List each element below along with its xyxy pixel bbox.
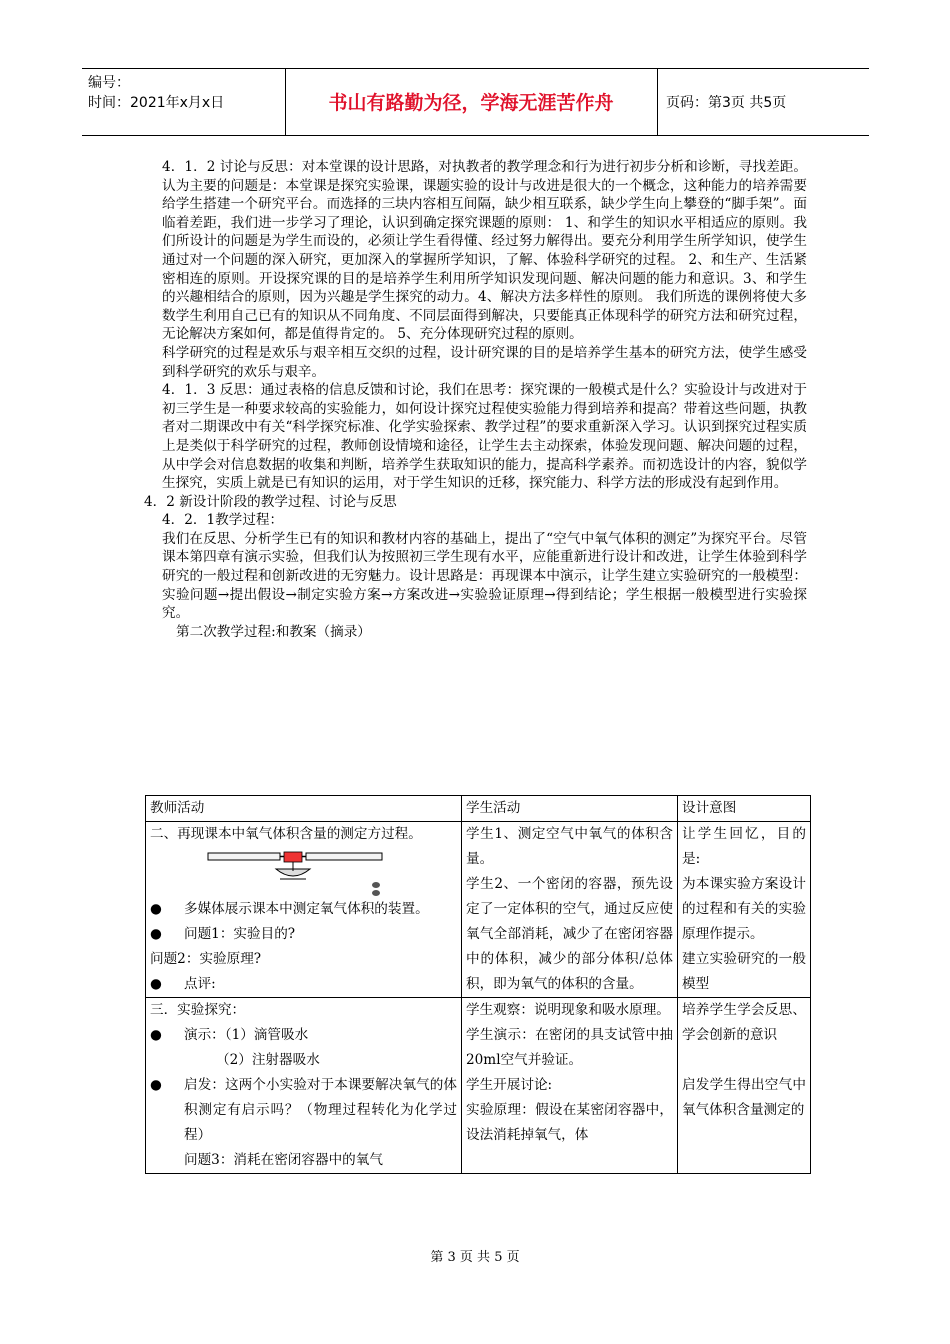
demo-2: （2）注射器吸水 (216, 1052, 320, 1068)
bullet-item (150, 1023, 457, 1048)
document-number-label: 编号： (88, 75, 130, 91)
heading-4-2: 4．2 新设计阶段的教学过程、讨论与反思 (144, 493, 397, 510)
header-divider (657, 69, 658, 135)
lesson-plan-table (145, 795, 811, 1174)
step-title: 二、再现课本中氧气体积含量的测定方过程。 (150, 826, 422, 842)
table-header-row (146, 796, 811, 822)
paragraph-research-process: 科学研究的过程是欢乐与艰辛相互交织的过程，设计研究课的目的是培养学生基本的研究方法，使学生感受到科学研究的欢乐与艰辛。 (162, 344, 807, 380)
intent-line: 建立实验研究的一般模型 (682, 951, 806, 992)
body-text (144, 158, 807, 641)
bullet-icon: ● (150, 1077, 162, 1093)
student-activity-cell (462, 998, 678, 1174)
design-intent-cell (678, 822, 811, 998)
student-2: 学生2、一个密闭的容器，预先设定了一定体积的空气，通过反应使氧气全部消耗，减少了在密闭容器中的体积，减少的部分体积/总体积，即为氧气的体积的含量。 (466, 876, 673, 992)
teacher-activity-cell (146, 822, 462, 998)
header-page-label: 页码：第3页 共5页 (666, 95, 787, 111)
header-meta (82, 69, 285, 135)
student-discuss: 学生开展讨论: (466, 1077, 553, 1093)
intent-line: 为本课实验方案设计的过程和有关的实验原理作提示。 (682, 876, 806, 942)
intent-line: 启发学生得出空气中氧气体积含量测定的 (682, 1077, 806, 1118)
table-row (146, 998, 811, 1174)
intent-line: 让学生回忆，目的是: (682, 826, 806, 867)
header-motto: 书山有路勤为径，学海无涯苦作舟 (328, 92, 614, 114)
apparatus-figure (150, 847, 457, 897)
student-observe: 学生观察：说明现象和吸水原理。 (466, 1002, 670, 1018)
bullet-item (150, 972, 457, 997)
heading-4-2-1: 4．2．1教学过程： (162, 512, 284, 529)
bullet-item (150, 897, 457, 922)
bullet-text: 点评: (184, 976, 216, 992)
question-3: 问题3：消耗在密闭容器中的氧气 (184, 1152, 383, 1168)
design-intent-cell (678, 998, 811, 1174)
teacher-activity-cell (146, 998, 462, 1174)
paragraph-4-1-3: 4．1．3 反思：通过表格的信息反馈和讨论，我们在思考：探究课的一般模式是什么？实验设计与改进对于初三学生是一种要求较高的实验能力，如何设计探究过程使实验能力得到培养和提高？带着这些问题，执教者对二期课改中有关“科学探究标准、化学实验探索、教学过程”的要求重新深入学习。认识到探究过程实质上是类似于科学研究的过程，教师创设情境和途径，让学生去主动探索，体验发现问题、解决问题的过程，从中学会对信息数据的收集和判断，培养学生获取知识的能力，提高科学素养。而初选设计的内容，貌似学生探究，实质上就是已有知识的运用，对于学生知识的迁移，探究能力、科学方法的形成没有起到作用。 (162, 382, 807, 492)
bullet-icon: ● (150, 976, 162, 992)
bullet-icon: ● (150, 1027, 162, 1043)
header-teacher-activity: 教师活动 (146, 796, 462, 822)
bullet-item (150, 922, 457, 947)
student-demo: 学生演示：在密闭的具支试管中抽20ml空气并验证。 (466, 1027, 673, 1068)
bullet-icon: ● (150, 926, 162, 942)
header-design-intent: 设计意图 (678, 796, 811, 822)
student-activity-cell (462, 822, 678, 998)
bullet-icon: ● (150, 901, 162, 917)
document-time-label: 时间：2021年x月x日 (88, 95, 225, 111)
bullet-text: 演示：（1）滴管吸水 (184, 1027, 309, 1043)
syringe-apparatus-icon (206, 851, 386, 897)
header-student-activity: 学生活动 (462, 796, 678, 822)
page-header (82, 68, 869, 136)
step-title: 三．实验探究： (150, 1002, 246, 1018)
bullet-text: 启发：这两个小实验对于本课要解决氧气的体积测定有启示吗？（物理过程转化为化学过程） (184, 1077, 457, 1143)
bullet-item (150, 1073, 457, 1148)
table-caption: 第二次教学过程:和教案（摘录） (176, 623, 371, 640)
question-2: 问题2：实验原理? (150, 951, 262, 967)
student-1: 学生1、测定空气中氧气的体积含量。 (466, 826, 673, 867)
bullet-text: 多媒体展示课本中测定氧气体积的装置。 (184, 901, 429, 917)
intent-line: 培养学生学会反思、学会创新的意识 (682, 1002, 806, 1043)
student-principle: 实验原理：假设在某密闭容器中，设法消耗掉氧气，体 (466, 1102, 673, 1143)
paragraph-design-idea: 我们在反思、分析学生已有的知识和教材内容的基础上，提出了“空气中氧气体积的测定”为探究平台。尽管课本第四章有演示实验，但我们认为按照初三学生现有水平，应能重新进行设计和改进，让学生体验到科学研究的一般过程和创新改进的无穷魅力。设计思路是：再现课本中演示，让学生建立实验研究的一般模型：实验问题→提出假设→制定实验方案→方案改进→实验验证原理→得到结论；学生根据一般模型进行实验探究。 (162, 530, 807, 622)
bullet-text: 问题1：实验目的? (184, 926, 296, 942)
table-row (146, 822, 811, 998)
paragraph-4-1-2: 4．1．2 讨论与反思：对本堂课的设计思路，对执教者的教学理念和行为进行初步分析和诊断，寻找差距。认为主要的问题是：本堂课是探究实验课，课题实验的设计与改进是很大的一个概念，这种能力的培养需要给学生搭建一个研究平台。而选择的三块内容相互间隔，缺少相互联系，缺少学生向上攀登的“脚手架”。面临着差距，我们进一步学习了理论，认识到确定探究课题的原则： 1、和学生的知识水平相适应的原则。我们所设计的问题是为学生而设的，必须让学生看得懂、经过努力解得出。要充分利用学生所学知识，使学生通过对一个问题的深入研究，更加深入的掌握所学知识，了解、体验科学研究的过程。 2、和生产、生活紧密相连的原则。开设探究课的目的是培养学生利用所学知识发现问题、解决问题的能力和意识。3、和学生的兴趣相结合的原则，因为兴趣是学生探究的动力。4、解决方法多样性的原则。 我们所选的课例将使大多数学生利用自己已有的知识从不同角度、不同层面得到解决，只要能真正体现科学的研究方法和研究过程，无论解决方案如何，都是值得肯定的。 5、充分体现研究过程的原则。 (162, 159, 807, 343)
page-footer: 第 3 页 共 5 页 (430, 1250, 520, 1265)
